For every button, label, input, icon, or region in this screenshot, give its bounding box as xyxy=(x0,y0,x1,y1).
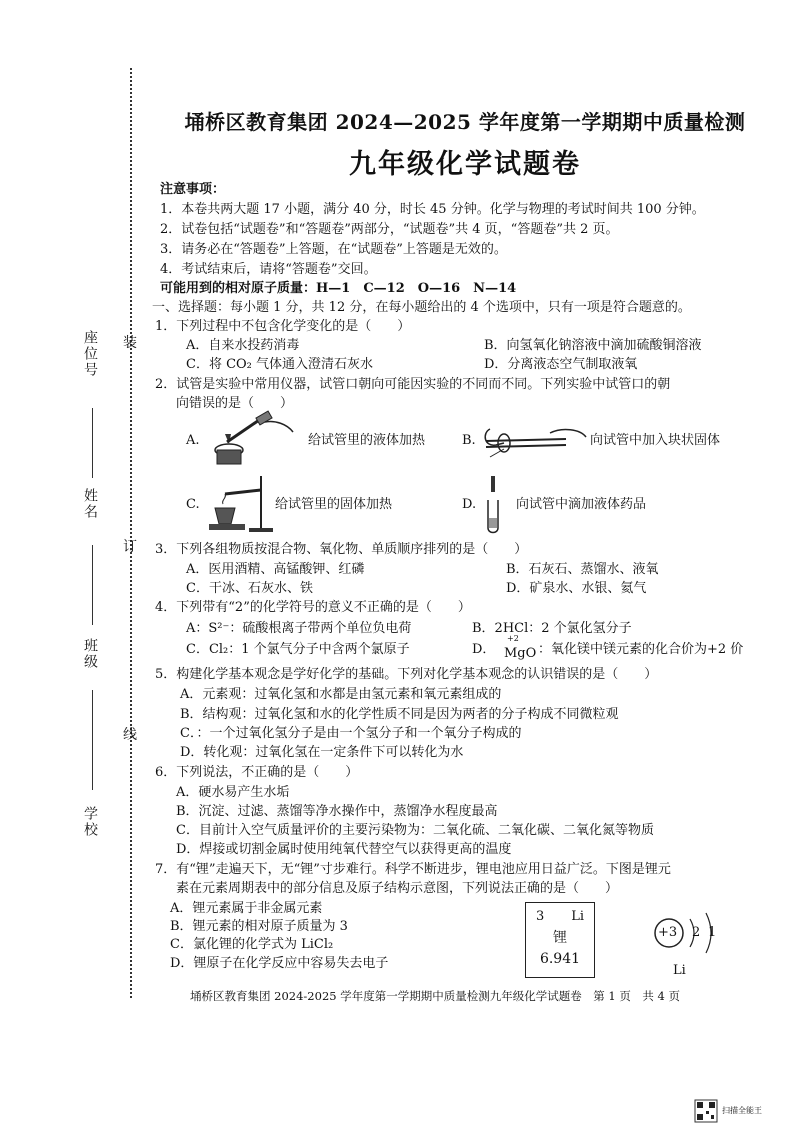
option-c[interactable]: C．将 CO₂ 气体通入澄清石灰水 xyxy=(186,357,374,372)
option-a-text: 给试管里的液体加热 xyxy=(308,433,426,448)
option-c[interactable]: C．氯化锂的化学式为 LiCl₂ xyxy=(170,937,334,952)
option-b[interactable]: B．2HCl：2 个氯化氢分子 xyxy=(472,621,632,636)
heating-liquid-figure xyxy=(205,412,295,470)
option-c[interactable]: C. xyxy=(186,497,200,512)
page-footer: 埇桥区教育集团 2024-2025 学年度第一学期期中质量检测九年级化学试题卷 第 1 页 共 4 页 xyxy=(190,989,680,1003)
option-b[interactable]: B．沉淀、过滤、蒸馏等净水操作中，蒸馏净水程度最高 xyxy=(176,804,498,819)
shell-1-electrons: 2 xyxy=(692,925,701,940)
note-item: 1．本卷共两大题 17 小题，满分 40 分，时长 45 分钟。化学与物理的考试时间共 100 分钟。 xyxy=(160,202,705,217)
atom-label: Li xyxy=(673,963,686,978)
binding-dotted-line xyxy=(130,68,132,998)
notes-heading: 注意事项： xyxy=(160,182,226,197)
option-a[interactable]: A. xyxy=(186,433,200,448)
option-a[interactable]: A：S²⁻：硫酸根离子带两个单位负电荷 xyxy=(186,621,412,636)
question-stem: 2．试管是实验中常用仪器，试管口朝向可能因实验的不同而不同。下列实验中试管口的朝 xyxy=(155,377,671,392)
atomic-mass: 6.941 xyxy=(539,951,581,967)
exam-title: 埇桥区教育集团 2024—2025 学年度第一学期期中质量检测 xyxy=(184,110,746,134)
option-d-text: ：氧化镁中镁元素的化合价为+2 价 xyxy=(538,642,744,657)
option-d[interactable]: D. xyxy=(462,497,477,512)
option-c[interactable]: C．目前计入空气质量评价的主要污染物为：二氧化硫、二氧化碳、二氧化氮等物质 xyxy=(176,823,654,838)
name-label: 姓名 xyxy=(82,488,98,520)
question-stem: 5．构建化学基本观念是学好化学的基础。下列对化学基本观念的认识错误的是（ ） xyxy=(155,667,658,682)
element-symbol: Li xyxy=(571,909,584,924)
option-b[interactable]: B．向氢氧化钠溶液中滴加硫酸铜溶液 xyxy=(484,338,702,353)
note-item: 2．试卷包括“试题卷”和“答题卷”两部分，“试题卷”共 4 页，“答题卷”共 2 页。 xyxy=(160,222,619,237)
mgo-formula: MgO xyxy=(504,646,537,661)
option-c-text: 给试管里的固体加热 xyxy=(275,497,393,512)
note-item: 4．考试结束后，请将“答题卷”交回。 xyxy=(160,262,377,277)
option-d[interactable]: D．焊接或切割金属时使用纯氧代替空气以获得更高的温度 xyxy=(176,842,512,857)
school-label: 学校 xyxy=(82,806,98,838)
class-blank[interactable] xyxy=(92,690,93,790)
option-c[interactable]: C．：一个过氧化氢分子是由一个氢分子和一个氧分子构成的 xyxy=(180,726,522,741)
option-a[interactable]: A．医用酒精、高锰酸钾、红磷 xyxy=(186,562,365,577)
dropping-liquid-figure xyxy=(484,474,504,536)
option-d[interactable]: D．转化观：过氧化氢在一定条件下可以转化为水 xyxy=(180,745,464,760)
atomic-masses: 可能用到的相对原子质量：H—1 C—12 O—16 N—14 xyxy=(160,281,517,296)
adding-solid-figure xyxy=(480,415,590,465)
element-name: 锂 xyxy=(553,930,567,946)
option-d[interactable]: D．矿泉水、水银、氦气 xyxy=(506,581,647,596)
option-c[interactable]: C．Cl₂：1 个氯气分子中含两个氯原子 xyxy=(186,642,410,657)
option-d-text: 向试管中滴加液体药品 xyxy=(516,497,647,512)
option-a[interactable]: A．自来水投药消毒 xyxy=(186,338,300,353)
option-a[interactable]: A．元素观：过氧化氢和水都是由氢元素和氧元素组成的 xyxy=(180,687,502,702)
question-stem-cont: 素在元素周期表中的部分信息及原子结构示意图，下列说法正确的是（ ） xyxy=(176,881,619,896)
question-stem: 1．下列过程中不包含化学变化的是（ ） xyxy=(155,319,411,334)
paper-title: 九年级化学试题卷 xyxy=(349,149,581,180)
section-heading: 一、选择题：每小题 1 分，共 12 分，在每小题给出的 4 个选项中，只有一项是符合题意的。 xyxy=(152,300,691,315)
option-a[interactable]: A．锂元素属于非金属元素 xyxy=(170,901,323,916)
heating-solid-figure xyxy=(205,472,275,534)
option-b[interactable]: B. xyxy=(462,433,476,448)
option-b-text: 向试管中加入块状固体 xyxy=(590,433,721,448)
scanner-logo: 扫描全能王 xyxy=(722,1106,762,1115)
periodic-table-cell xyxy=(525,902,595,978)
option-b[interactable]: B．石灰石、蒸馏水、液氧 xyxy=(506,562,659,577)
question-stem: 7．有“锂”走遍天下，无“锂”寸步难行。科学不断进步，锂电池应用日益广泛。下图是锂元 xyxy=(155,862,671,877)
class-label: 班级 xyxy=(82,638,98,670)
option-b[interactable]: B．锂元素的相对原子质量为 3 xyxy=(170,919,348,934)
option-d[interactable]: D．锂原子在化学反应中容易失去电子 xyxy=(170,956,389,971)
option-d[interactable]: D． xyxy=(472,642,496,657)
option-c[interactable]: C．干冰、石灰水、铁 xyxy=(186,581,313,596)
seat-label: 座位号 xyxy=(82,330,98,378)
question-stem: 6．下列说法，不正确的是（ ） xyxy=(155,765,359,780)
question-stem: 4．下列带有“2”的化学符号的意义不正确的是（ ） xyxy=(155,600,471,615)
option-b[interactable]: B．结构观：过氧化氢和水的化学性质不同是因为两者的分子构成不同微粒观 xyxy=(180,707,619,722)
note-item: 3．请务必在“答题卷”上答题，在“试题卷”上答题是无效的。 xyxy=(160,242,507,257)
option-a[interactable]: A．硬水易产生水垢 xyxy=(176,785,290,800)
shell-2-electrons: 1 xyxy=(708,925,717,940)
question-stem-cont: 向错误的是（ ） xyxy=(176,396,294,411)
mgo-valence: +2 xyxy=(507,634,519,643)
bind-char-zhuang: 装 xyxy=(123,335,137,351)
name-blank[interactable] xyxy=(92,545,93,625)
bind-char-ding: 订 xyxy=(123,539,137,555)
qr-code-icon xyxy=(695,1100,717,1122)
bind-char-xian: 线 xyxy=(123,727,137,743)
question-stem: 3．下列各组物质按混合物、氧化物、单质顺序排列的是（ ） xyxy=(155,542,528,557)
seat-blank[interactable] xyxy=(92,408,93,478)
nucleus-charge: +3 xyxy=(658,925,678,940)
atomic-number: 3 xyxy=(536,909,545,924)
option-d[interactable]: D．分离液态空气制取液氧 xyxy=(484,357,638,372)
